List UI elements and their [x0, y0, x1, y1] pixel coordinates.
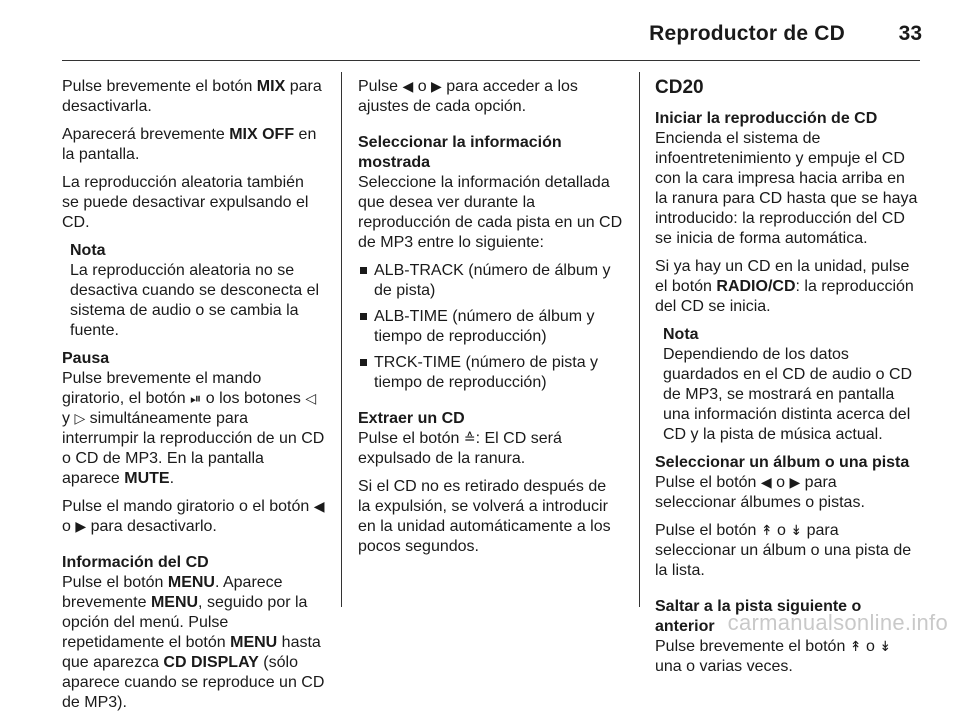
next-track-icon: ↡ — [790, 523, 803, 539]
paragraph-radio-cd: Si ya hay un CD en la unidad, pulse el botón RADIO/CD: la reproducción del CD se inicia. — [655, 258, 914, 315]
left-arrow-icon: ◀ — [760, 475, 772, 491]
display-options-list — [358, 261, 623, 393]
skip-heading: Saltar a la pista siguiente o anterior — [655, 598, 862, 635]
page-title: Reproductor de CD — [649, 22, 845, 45]
left-arrow-icon: ◀ — [402, 79, 414, 95]
note-box — [663, 325, 920, 445]
note-heading: Nota — [663, 326, 699, 343]
note-text: La reproducción aleatoria no se desactiva cuando se desconecta el sistema de audio o se cambia la fuente. — [70, 262, 320, 339]
paragraph-deactivate: Pulse el mando giratorio o el botón ◀ o ▶ para desactivarlo. — [62, 498, 325, 535]
seek-right-icon: ▷ — [74, 411, 86, 427]
eject-heading: Extraer un CD — [358, 410, 465, 427]
right-arrow-icon: ▶ — [75, 519, 87, 535]
list-item: TRCK-TIME (número de pista y tiempo de reproducción) — [358, 353, 623, 393]
note-heading: Nota — [70, 242, 106, 259]
section-select-album: Seleccionar un álbum o una pista Pulse el botón ◀ o ▶ para seleccionar álbumes o pistas. — [655, 453, 920, 513]
section-pause: Pausa Pulse brevemente el mando giratorio, el botón ⏯ o los botones ◁ y ▷ simultáneamente para interrumpir la reproducción de un CD o CD de MP3. En la pantalla aparece MUTE. — [62, 350, 325, 487]
header-divider — [62, 60, 920, 61]
column-divider-1 — [341, 72, 342, 607]
start-heading: Iniciar la reproducción de CD — [655, 110, 878, 127]
paragraph-mix: Pulse brevemente el botón MIX para desactivarla. — [62, 78, 322, 115]
bullet-icon — [360, 359, 367, 366]
paragraph-random-eject: La reproducción aleatoria también se puede desactivar expulsando el CD. — [62, 174, 309, 231]
section-skip-track: Saltar a la pista siguiente o anterior Pulse brevemente el botón ↟ o ↡ una o varias veces. — [655, 597, 920, 677]
paragraph-settings: Pulse ◀ o ▶ para acceder a los ajustes de cada opción. — [358, 78, 578, 115]
pause-heading: Pausa — [62, 350, 110, 367]
column-divider-2 — [639, 72, 640, 607]
section-eject: Extraer un CD Pulse el botón ≙: El CD será expulsado de la ranura. — [358, 409, 623, 469]
paragraph-select-list: Pulse el botón ↟ o ↡ para seleccionar un álbum o una pista de la lista. — [655, 522, 912, 579]
column-2 — [358, 77, 623, 565]
right-arrow-icon: ▶ — [789, 475, 801, 491]
column-3 — [655, 77, 920, 685]
column-1 — [62, 77, 325, 721]
paragraph-reinsert: Si el CD no es retirado después de la expulsión, se volverá a introducir en la unidad automáticamente a los pocos segundos. — [358, 478, 611, 555]
paragraph-mix-off: Aparecerá brevemente MIX OFF en la pantalla. — [62, 126, 317, 163]
cd-info-heading: Información del CD — [62, 554, 209, 571]
seek-left-icon: ◁ — [305, 391, 317, 407]
list-item: ALB-TRACK (número de álbum y de pista) — [358, 261, 623, 301]
watermark: carmanualsonline.info — [727, 610, 948, 635]
bullet-icon — [360, 267, 367, 274]
prev-track-icon: ↟ — [760, 523, 773, 539]
section-cd-info: Información del CD Pulse el botón MENU. Aparece brevemente MENU, seguido por la opción del menú. Pulse repetidamente el botón MENU hasta que aparezca CD DISPLAY (sólo aparece cuando se reproduce un CD de MP3). — [62, 554, 325, 711]
page-header — [0, 0, 960, 62]
page-number: 33 — [898, 22, 922, 45]
section-title-cd20: CD20 — [655, 77, 704, 98]
note-text: Dependiendo de los datos guardados en el CD de audio o CD de MP3, se mostrará en pantalla una información distinta acerca del CD y la pista de música actual. — [663, 346, 913, 443]
select-album-heading: Seleccionar un álbum o una pista — [655, 454, 910, 471]
next-track-icon: ↡ — [879, 639, 892, 655]
select-info-heading: Seleccionar la información mostrada — [358, 134, 562, 171]
section-select-info: Seleccionar la información mostrada Seleccione la información detallada que desea ver durante la reproducción de cada pista en un CD de MP3 entre lo siguiente: — [358, 134, 623, 251]
section-start-playback: Iniciar la reproducción de CD Encienda el sistema de infoentretenimiento y empuje el CD con la cara impresa hacia arriba en la ranura para CD hasta que se haya introducido: la reproducción del CD se inicia de forma automática. — [655, 109, 920, 249]
bullet-icon — [360, 313, 367, 320]
list-item: ALB-TIME (número de álbum y tiempo de reproducción) — [358, 307, 623, 347]
pause-icon: ⏯ — [190, 391, 202, 407]
right-arrow-icon: ▶ — [431, 79, 442, 95]
prev-track-icon: ↟ — [849, 639, 862, 655]
left-arrow-icon: ◀ — [313, 499, 325, 515]
note-box — [70, 241, 325, 341]
eject-icon: ≙ — [463, 431, 476, 447]
